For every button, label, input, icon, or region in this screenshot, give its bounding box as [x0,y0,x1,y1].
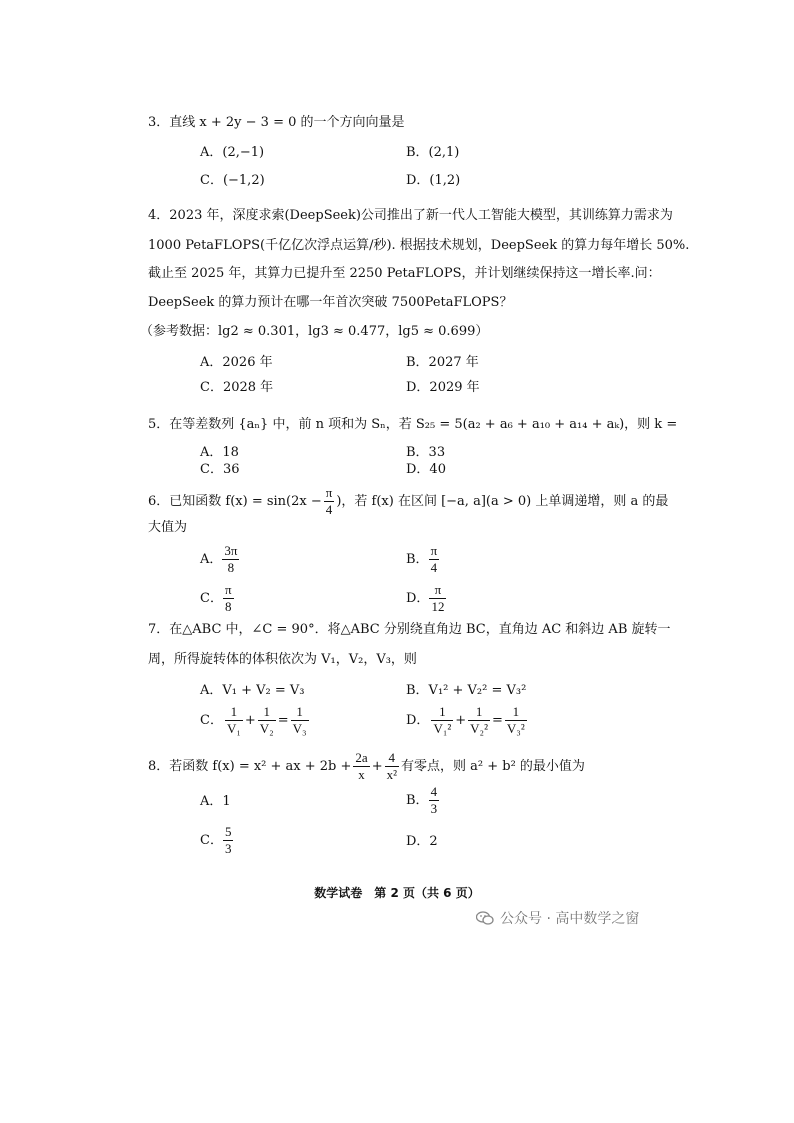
q7-line-1: 7．在△ABC 中，∠C = 90°．将△ABC 分别绕直角边 BC，直角边 AC 和斜边 AB 旋转一 [148,622,671,637]
q6-option-c [200,582,234,615]
q8-frac-1-den: x [358,767,365,782]
q5-option-d: D．40 [406,462,446,477]
q8-c-label: C． [200,832,223,848]
q6-d-den: 12 [431,599,445,614]
q6-d-num: π [429,582,446,599]
q4-option-a: A．2026 年 [200,355,273,370]
q7-option-b: B．V₁² + V₂² = V₃² [406,683,527,698]
q6-option-c-label: C． [200,590,223,606]
q8-stem [148,750,585,783]
q8-option-b [406,784,439,817]
q6-stem-frac-den: 4 [325,502,333,517]
q6-option-b [406,543,439,576]
q7-d-plus: + [455,712,467,728]
q7-d-frac-2 [468,704,490,737]
q7-c-num-1: 1 [225,704,243,721]
q8-c-num: 5 [224,824,232,839]
page-footer: 数学试卷 第 2 页（共 6 页） [314,886,480,900]
q7-c-num-3: 1 [291,704,309,721]
q4-option-b: B．2027 年 [406,355,479,370]
q7-line-2: 周，所得旋转体的体积依次为 V₁，V₂，V₃，则 [148,652,417,667]
q7-d-equals: = [492,712,503,728]
q7-c-frac-2 [258,704,276,737]
q7-d-num-3: 1 [505,704,527,721]
q8-plus: + [371,758,383,774]
q7-d-frac-1 [431,704,453,737]
q6-stem-part-a: 6．已知函数 f(x) = sin(2x − [148,493,322,509]
q8-stem-part-b: 有零点，则 a² + b² 的最小值为 [401,758,585,774]
q7-c-num-2: 1 [258,704,276,721]
q8-frac-2 [385,750,399,783]
q6-stem-fraction [324,485,335,518]
q6-a-den: 8 [227,560,235,575]
q4-reference-data: （参考数据：lg2 ≈ 0.301，lg3 ≈ 0.477，lg5 ≈ 0.699） [140,324,489,339]
q5-option-a: A．18 [200,445,239,460]
q8-option-a: A．1 [200,794,231,809]
q7-c-label: C． [200,712,223,728]
q7-option-d [406,704,527,737]
q5-option-c: C．36 [200,462,240,477]
q6-b-num: π [430,543,438,558]
q3-option-c: C．(−1,2) [200,173,265,188]
q7-d-den-3: V₃² [506,721,525,736]
q6-option-d-label: D． [406,590,430,606]
q8-frac-1 [353,750,369,783]
q7-c-den-1: V₁ [226,721,241,736]
q7-c-frac-3 [291,704,309,737]
q6-option-a-fraction [222,543,239,576]
q6-c-den: 8 [224,599,232,614]
q7-option-c [200,704,309,737]
q8-frac-2-num: 4 [385,750,399,767]
wechat-icon [476,911,494,925]
q6-option-d-fraction [429,582,446,615]
q6-option-b-label: B． [406,551,429,567]
q7-d-den-2: V₂² [470,721,488,736]
q7-d-den-1: V₁² [433,721,452,736]
q4-option-d: D．2029 年 [406,380,480,395]
q6-option-d [406,582,446,615]
q8-option-c [200,824,233,857]
q6-option-c-fraction [223,582,234,615]
q4-line-3: 截止至 2025 年，其算力已提升至 2250 PetaFLOPS，并计划继续保持这一增长率.问： [148,266,661,281]
q3-option-d: D．(1,2) [406,173,461,188]
q3-stem: 3．直线 x + 2y − 3 = 0 的一个方向向量是 [148,115,405,130]
q7-c-den-3: V₃ [292,721,307,736]
q7-option-a: A．V₁ + V₂ = V₃ [200,683,305,698]
q7-d-frac-3 [505,704,527,737]
q8-frac-1-num: 2a [355,750,368,765]
q8-option-d: D．2 [406,834,438,849]
q5-stem: 5．在等差数列 {aₙ} 中，前 n 项和为 Sₙ，若 S₂₅ = 5(a₂ + a₆ + a₁₀ + a₁₄ + aₖ)，则 k = [148,417,678,432]
q8-b-num: 4 [430,784,438,799]
q7-d-label: D． [406,712,430,728]
q8-frac-2-den: x² [386,767,397,782]
q8-stem-part-a: 8．若函数 f(x) = x² + ax + 2b + [148,758,352,774]
q8-c-fraction [223,824,234,857]
q6-c-num: π [224,582,232,597]
q3-option-a: A．(2,−1) [200,145,265,160]
q3-option-b: B．(2,1) [406,145,460,160]
q6-stem [148,485,668,518]
q4-line-4: DeepSeek 的算力预计在哪一年首次突破 7500PetaFLOPS？ [148,295,513,310]
q6-b-den: 4 [430,560,438,575]
q6-option-b-fraction [429,543,440,576]
q7-c-plus: + [244,712,256,728]
q7-c-frac-1 [225,704,243,737]
q6-line-2: 大值为 [148,520,188,535]
q4-line-2: 1000 PetaFLOPS(千亿亿次浮点运算/秒). 根据技术规划，DeepSeek 的算力每年增长 50%. [148,238,690,253]
q6-a-num: 3π [224,543,238,558]
q4-line-1: 4．2023 年，深度求索(DeepSeek)公司推出了新一代人工智能大模型，其训练算力需求为 [148,208,673,223]
q7-d-num-1: 1 [431,704,453,721]
q8-b-fraction [429,784,440,817]
q7-d-num-2: 1 [468,704,490,721]
q6-stem-part-b: )，若 f(x) 在区间 [−a, a](a > 0) 上单调递增，则 a 的最 [336,493,669,509]
q8-c-den: 3 [224,841,232,856]
q8-b-label: B． [406,792,429,808]
q6-stem-frac-num: π [325,485,333,500]
q7-c-equals: = [277,712,289,728]
watermark-text: 公众号 · 高中数学之窗 [500,911,640,927]
q5-option-b: B．33 [406,445,446,460]
q6-option-a [200,543,239,576]
q6-option-a-label: A． [200,551,223,567]
q7-c-den-2: V₂ [259,721,274,736]
q8-b-den: 3 [430,801,438,816]
watermark [476,908,639,928]
q4-option-c: C．2028 年 [200,380,274,395]
